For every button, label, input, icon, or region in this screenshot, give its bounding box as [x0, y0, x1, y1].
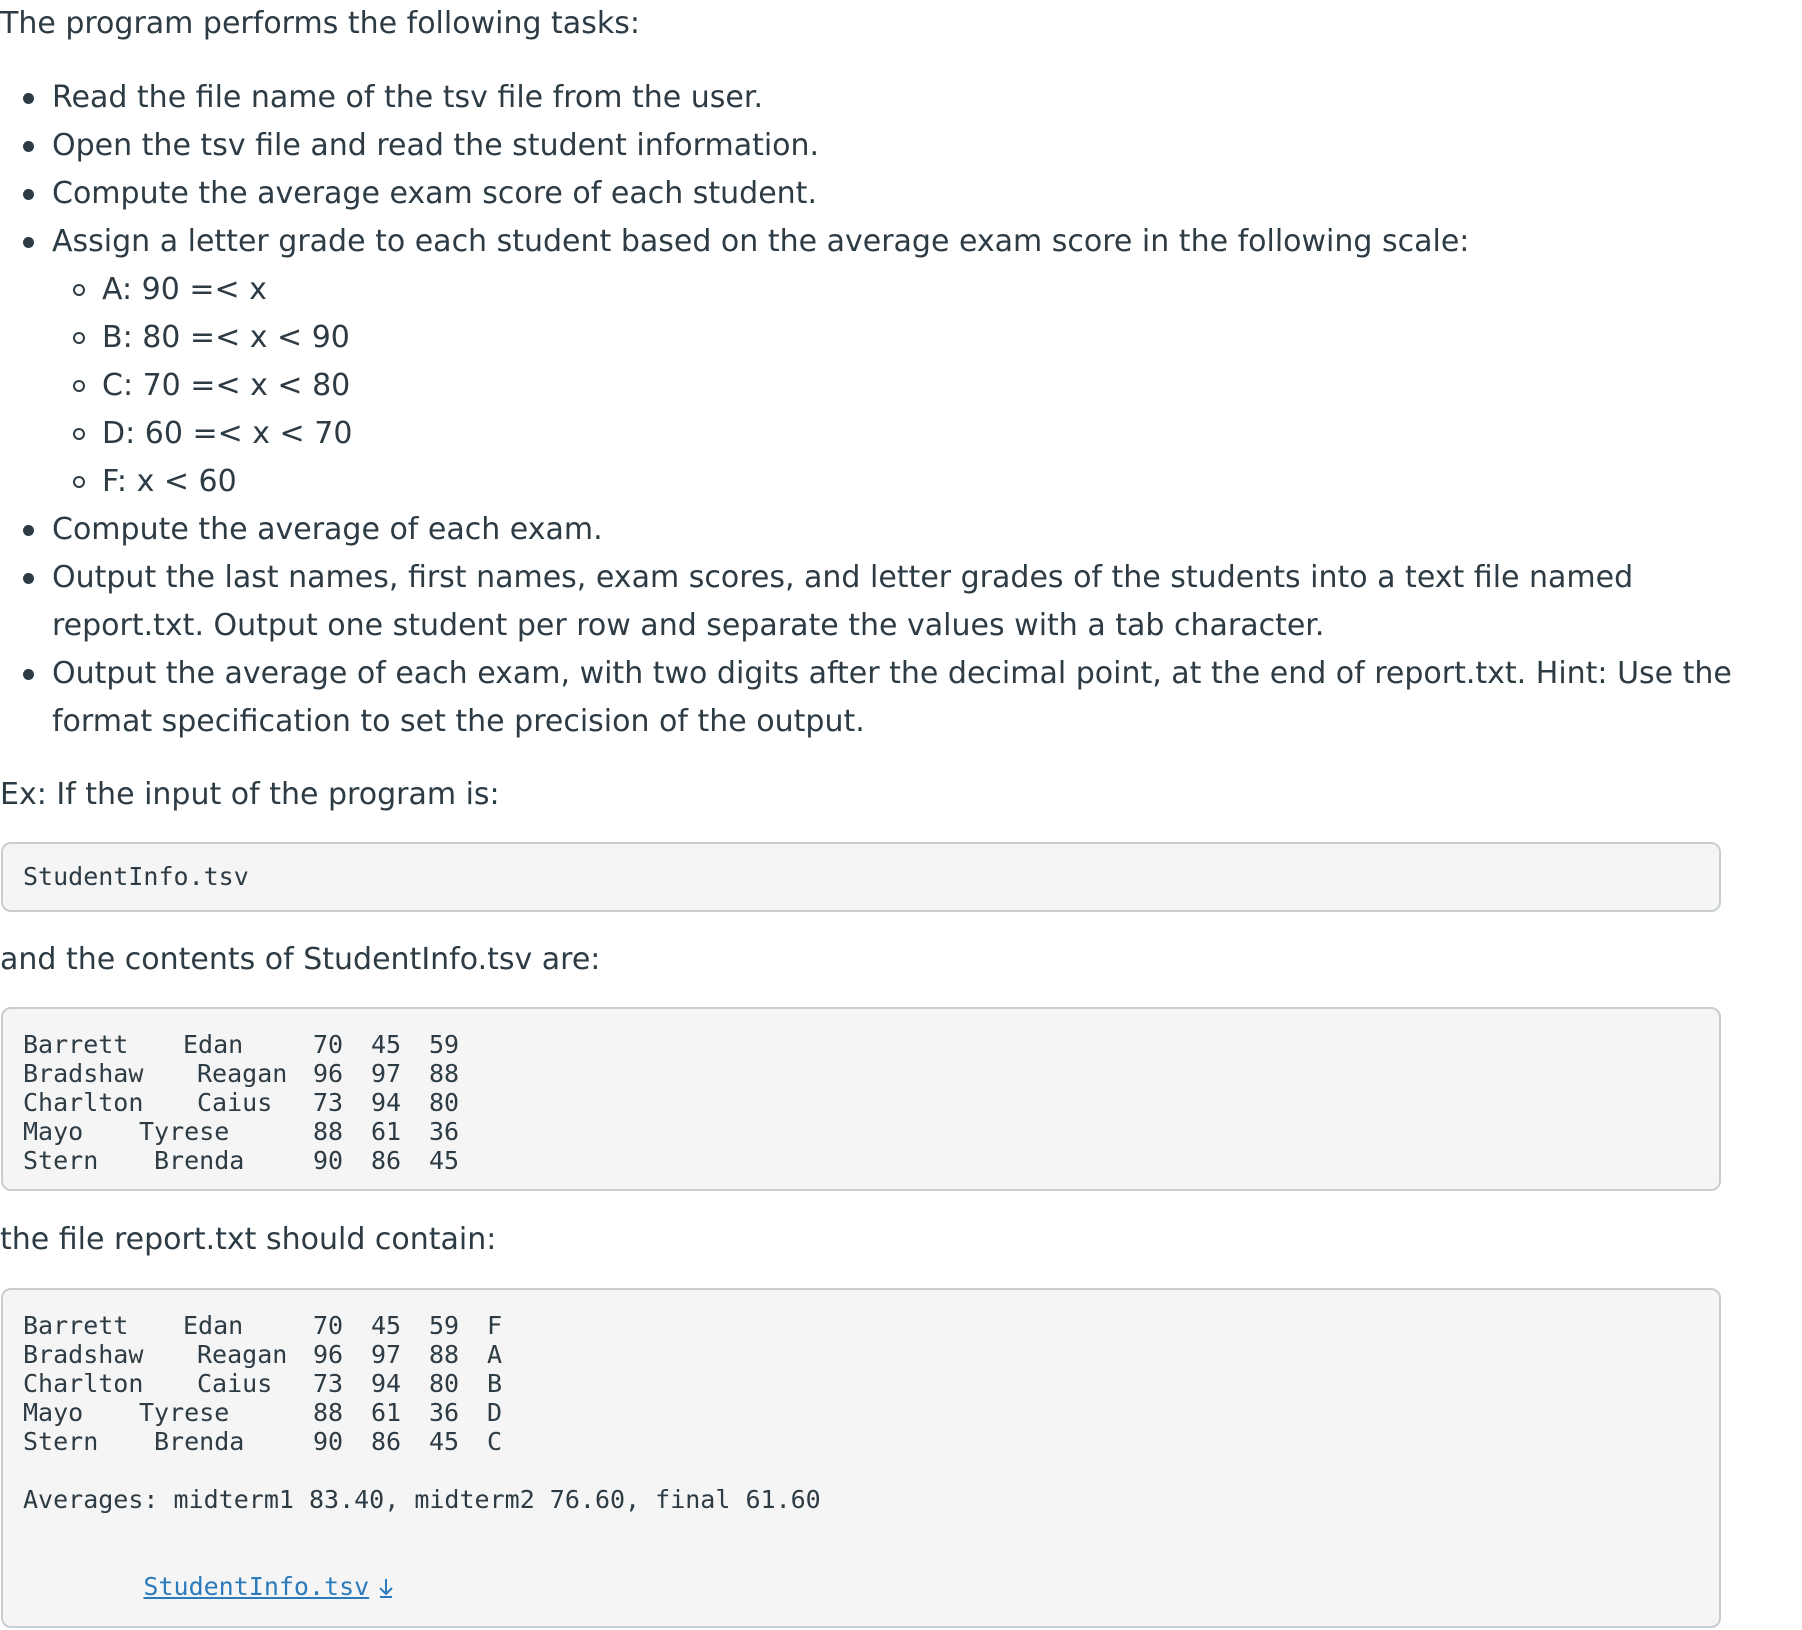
- final-cell: 88: [429, 1059, 460, 1088]
- tsv-row: [23, 1059, 1699, 1088]
- input-code-block: [1, 842, 1721, 912]
- task-item: Read the file name of the tsv file from the user.: [52, 74, 1732, 122]
- report-rows: [23, 1311, 1699, 1456]
- contents-intro: and the contents of StudentInfo.tsv are:: [0, 942, 601, 977]
- final-cell: 36: [429, 1398, 460, 1427]
- final-cell: 80: [429, 1088, 460, 1117]
- tsv-rows: [23, 1030, 1699, 1175]
- example-intro: Ex: If the input of the program is:: [0, 777, 500, 812]
- last-name-cell: Stern: [23, 1146, 99, 1175]
- last-name-cell: Barrett: [23, 1311, 129, 1340]
- task-item: Output the last names, first names, exam scores, and letter grades of the students into a text file named report.txt. Output one student per row and separate the values with a tab character.: [52, 554, 1732, 650]
- input-filename: StudentInfo.tsv: [23, 862, 249, 891]
- last-name-cell: Stern: [23, 1427, 99, 1456]
- midterm2-cell: 97: [371, 1059, 402, 1088]
- grade-scale-item: D: 60 =< x < 70: [102, 410, 1732, 458]
- task-item-label: Assign a letter grade to each student based on the average exam score in the following scale:: [52, 224, 1470, 259]
- grade-cell: D: [487, 1398, 503, 1427]
- midterm2-cell: 97: [371, 1340, 402, 1369]
- report-intro: the file report.txt should contain:: [0, 1222, 497, 1257]
- report-contents-block: [1, 1288, 1721, 1628]
- midterm2-cell: 61: [371, 1398, 402, 1427]
- download-studentinfo-link[interactable]: StudentInfo.tsv: [143, 1572, 370, 1601]
- report-row: [23, 1427, 1699, 1456]
- tsv-contents-block: [1, 1007, 1721, 1191]
- tsv-row: [23, 1146, 1699, 1175]
- final-cell: 59: [429, 1311, 460, 1340]
- midterm2-cell: 61: [371, 1117, 402, 1146]
- report-row: [23, 1369, 1699, 1398]
- first-name-cell: Caius: [197, 1088, 273, 1117]
- midterm1-cell: 88: [313, 1398, 344, 1427]
- tsv-row: [23, 1117, 1699, 1146]
- averages-text: Averages: midterm1 83.40, midterm2 76.60, final 61.60: [23, 1485, 821, 1514]
- task-item: Output the average of each exam, with two digits after the decimal point, at the end of report.txt. Hint: Use the format specification to set the precision of the output.: [52, 650, 1732, 746]
- grade-scale-list: [52, 266, 1732, 506]
- download-row: [23, 1543, 1699, 1601]
- last-name-cell: Bradshaw: [23, 1340, 144, 1369]
- final-cell: 59: [429, 1030, 460, 1059]
- grade-scale-item: B: 80 =< x < 90: [102, 314, 1732, 362]
- final-cell: 45: [429, 1146, 460, 1175]
- first-name-cell: Tyrese: [139, 1398, 230, 1427]
- midterm1-cell: 96: [313, 1340, 344, 1369]
- midterm1-cell: 90: [313, 1146, 344, 1175]
- last-name-cell: Barrett: [23, 1030, 129, 1059]
- midterm1-cell: 96: [313, 1059, 344, 1088]
- grade-scale-item: C: 70 =< x < 80: [102, 362, 1732, 410]
- last-name-cell: Bradshaw: [23, 1059, 144, 1088]
- midterm2-cell: 86: [371, 1146, 402, 1175]
- midterm1-cell: 70: [313, 1030, 344, 1059]
- grade-cell: C: [487, 1427, 503, 1456]
- grade-scale-item: A: 90 =< x: [102, 266, 1732, 314]
- grade-cell: B: [487, 1369, 503, 1398]
- task-item-with-scale: [52, 218, 1732, 506]
- last-name-cell: Charlton: [23, 1088, 144, 1117]
- midterm1-cell: 73: [313, 1369, 344, 1398]
- report-row: [23, 1311, 1699, 1340]
- first-name-cell: Tyrese: [139, 1117, 230, 1146]
- last-name-cell: Mayo: [23, 1117, 84, 1146]
- task-item: Open the tsv file and read the student information.: [52, 122, 1732, 170]
- grade-cell: F: [487, 1311, 503, 1340]
- first-name-cell: Edan: [183, 1030, 244, 1059]
- final-cell: 80: [429, 1369, 460, 1398]
- download-arrow-icon[interactable]: [377, 1577, 395, 1599]
- averages-line: [23, 1485, 1699, 1514]
- midterm2-cell: 86: [371, 1427, 402, 1456]
- last-name-cell: Mayo: [23, 1398, 84, 1427]
- midterm2-cell: 45: [371, 1030, 402, 1059]
- first-name-cell: Reagan: [197, 1059, 288, 1088]
- midterm2-cell: 45: [371, 1311, 402, 1340]
- final-cell: 88: [429, 1340, 460, 1369]
- final-cell: 36: [429, 1117, 460, 1146]
- first-name-cell: Caius: [197, 1369, 273, 1398]
- first-name-cell: Edan: [183, 1311, 244, 1340]
- task-list: [0, 74, 1732, 746]
- first-name-cell: Reagan: [197, 1340, 288, 1369]
- final-cell: 45: [429, 1427, 460, 1456]
- tsv-row: [23, 1030, 1699, 1059]
- task-item: Compute the average exam score of each student.: [52, 170, 1732, 218]
- midterm2-cell: 94: [371, 1088, 402, 1117]
- midterm1-cell: 73: [313, 1088, 344, 1117]
- first-name-cell: Brenda: [154, 1427, 245, 1456]
- report-row: [23, 1398, 1699, 1427]
- download-wrapper: [23, 1543, 395, 1630]
- midterm1-cell: 90: [313, 1427, 344, 1456]
- midterm2-cell: 94: [371, 1369, 402, 1398]
- grade-cell: A: [487, 1340, 503, 1369]
- midterm1-cell: 88: [313, 1117, 344, 1146]
- last-name-cell: Charlton: [23, 1369, 144, 1398]
- input-code-line: [23, 862, 1699, 891]
- task-item: Compute the average of each exam.: [52, 506, 1732, 554]
- intro-text: The program performs the following tasks:: [0, 6, 640, 41]
- midterm1-cell: 70: [313, 1311, 344, 1340]
- first-name-cell: Brenda: [154, 1146, 245, 1175]
- grade-scale-item: F: x < 60: [102, 458, 1732, 506]
- report-row: [23, 1340, 1699, 1369]
- tsv-row: [23, 1088, 1699, 1117]
